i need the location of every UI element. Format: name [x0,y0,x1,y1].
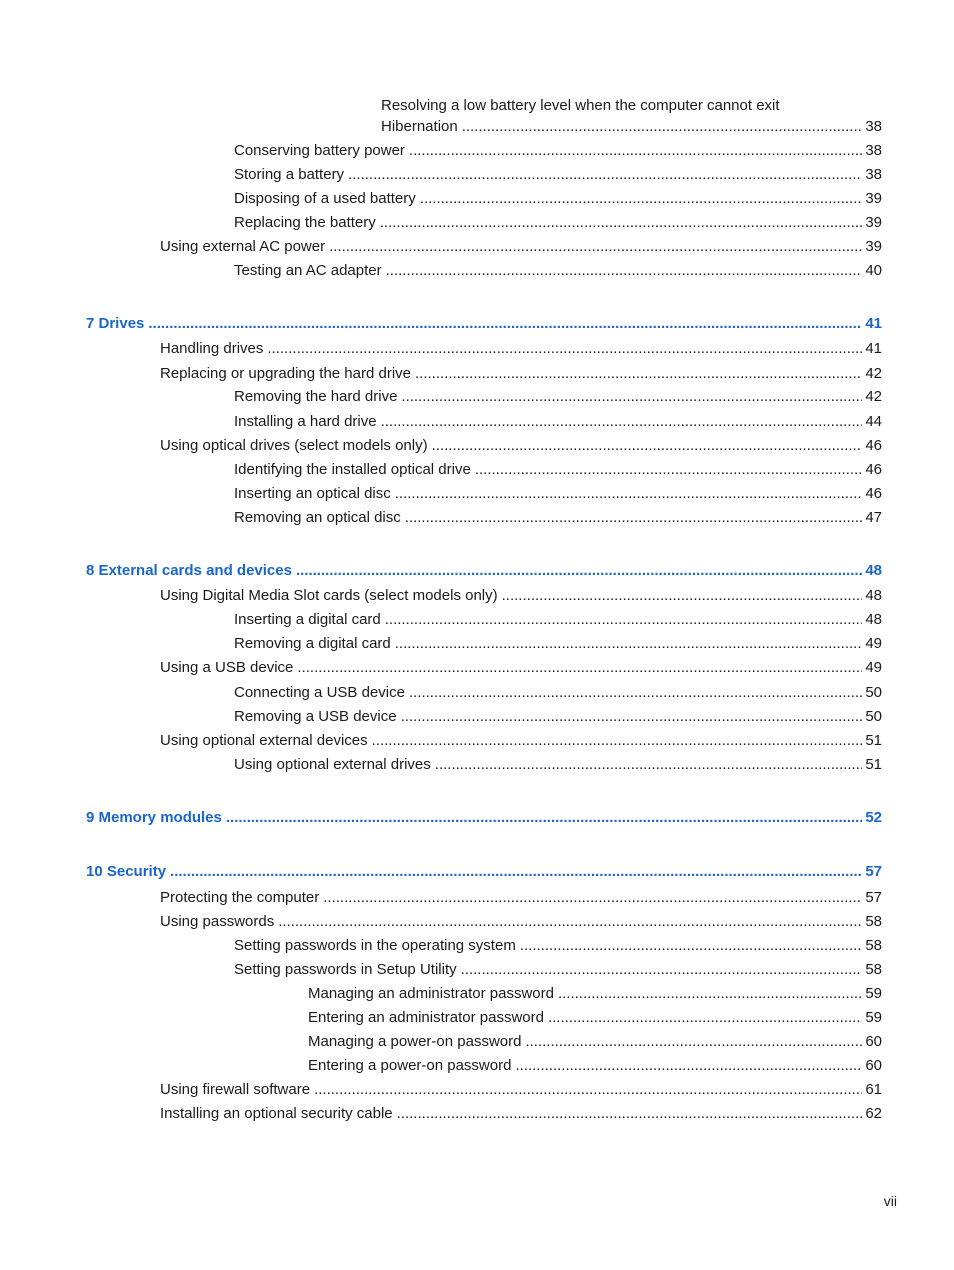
dot-leader [380,214,863,232]
dot-leader [435,756,863,774]
toc-entry[interactable] [234,186,882,208]
toc-chapter[interactable] [86,859,882,881]
toc-entry-page: 57 [865,889,882,906]
toc-entry-page: 40 [865,262,882,279]
toc-entry-page: 50 [865,684,882,701]
toc-entry-title: Removing a USB device [234,708,397,725]
toc-entry-page: 59 [865,1009,882,1026]
toc-chapter-page: 48 [865,562,882,579]
dot-leader [267,340,862,358]
toc-entry[interactable] [308,1005,882,1027]
toc-entry-page: 49 [865,635,882,652]
toc-entry-page: 51 [865,732,882,749]
toc-entry[interactable] [234,210,882,232]
toc-entry-title: Removing the hard drive [234,388,398,405]
toc-entry-title: Using optical drives (select models only) [160,437,428,454]
toc-entry[interactable] [234,957,882,979]
toc-entry-title: Identifying the installed optical drive [234,461,471,478]
toc-entry-title: Inserting a digital card [234,611,381,628]
toc-entry-title: Using optional external drives [234,756,431,773]
page-number: vii [883,1193,897,1209]
toc-entry-page: 62 [865,1105,882,1122]
toc-entry-title: Using optional external devices [160,732,368,749]
toc-chapter-title: 10 Security [86,863,167,880]
toc-entry-page: 42 [865,365,882,382]
toc-entry[interactable] [160,909,882,931]
toc-entry-page: 39 [865,190,882,207]
toc-chapter-page: 41 [865,315,882,332]
toc-entry-page: 46 [865,461,882,478]
toc-entry-title: Entering a power-on password [308,1057,512,1074]
toc-entry-title: Disposing of a used battery [234,190,416,207]
toc-entry-title: Installing an optional security cable [160,1105,393,1122]
dot-leader [296,562,862,580]
toc-entry-title: Setting passwords in Setup Utility [234,961,457,978]
toc-entry-title: Managing an administrator password [308,985,554,1002]
toc-entry-page: 60 [865,1057,882,1074]
dot-leader [475,461,863,479]
dot-leader [372,732,863,750]
toc-entry-page: 39 [865,214,882,231]
toc-chapter[interactable] [86,805,882,827]
toc-entry-page: 41 [865,340,882,357]
dot-leader [395,635,863,653]
toc-entry[interactable] [234,680,882,702]
dot-leader [348,166,862,184]
toc-entry[interactable] [160,655,882,677]
toc-entry[interactable] [234,138,882,160]
toc-entry-title: Entering an administrator password [308,1009,544,1026]
toc-entry[interactable] [234,607,882,629]
dot-leader [405,509,863,527]
toc-entry-title: Connecting a USB device [234,684,405,701]
dot-leader [226,809,862,827]
toc-entry-title: Managing a power-on password [308,1033,522,1050]
toc-entry-page: 60 [865,1033,882,1050]
dot-leader [520,937,862,955]
dot-leader [409,142,862,160]
toc-entry-page: 58 [865,937,882,954]
toc-entry-title: Testing an AC adapter [234,262,382,279]
toc-entry-title: Replacing or upgrading the hard drive [160,365,411,382]
toc-entry-page: 38 [865,142,882,159]
toc-entry[interactable] [234,409,882,431]
toc-entry-title: Inserting an optical disc [234,485,391,502]
toc-entry-title: Using a USB device [160,659,294,676]
toc-entry-page: 48 [865,611,882,628]
toc-entry-page: 61 [865,1081,882,1098]
toc-entry-page: 58 [865,961,882,978]
dot-leader [381,413,863,431]
toc-entry-page: 50 [865,708,882,725]
toc-entry-title: Protecting the computer [160,889,320,906]
toc-entry[interactable] [160,361,882,383]
toc-entry-title: Storing a battery [234,166,345,183]
toc-entry-title: Using passwords [160,913,275,930]
toc-entry[interactable] [234,505,882,527]
dot-leader [415,365,862,383]
toc-entry[interactable] [234,258,882,280]
dot-leader [329,238,862,256]
dot-leader [148,315,862,333]
dot-leader [401,708,863,726]
toc-entry-page: 38 [865,166,882,183]
toc-entry[interactable] [160,1101,882,1123]
toc-entry-title: Using firewall software [160,1081,311,1098]
toc-chapter-title: 7 Drives [86,315,145,332]
dot-leader [432,437,863,455]
toc-chapter-title: 9 Memory modules [86,809,222,826]
toc-entry-page: 58 [865,913,882,930]
toc-entry[interactable] [160,433,882,455]
dot-leader [548,1009,862,1027]
dot-leader [409,684,862,702]
toc-entry[interactable] [160,336,882,358]
toc-entry-page: 39 [865,238,882,255]
dot-leader [515,1057,862,1075]
toc-chapter-page: 52 [865,809,882,826]
toc-entry[interactable] [160,728,882,750]
dot-leader [323,889,862,907]
toc-entry-title: Removing an optical disc [234,509,401,526]
toc-entry[interactable] [308,1029,882,1051]
dot-leader [397,1105,863,1123]
dot-leader [525,1033,862,1051]
toc-entry[interactable] [234,457,882,479]
toc-entry-page: 46 [865,437,882,454]
toc-entry-continued-line: Resolving a low battery level when the computer cannot exit [381,97,780,114]
dot-leader [401,388,862,406]
toc-chapter-page: 57 [865,863,882,880]
toc-entry[interactable] [160,583,882,605]
toc-entry-title: Conserving battery power [234,142,405,159]
toc-entry[interactable] [234,704,882,726]
toc-entry[interactable] [234,384,882,406]
toc-entry[interactable] [234,933,882,955]
toc-entry-page: 59 [865,985,882,1002]
toc-entry-page: 38 [865,118,882,135]
toc-entry-page: 47 [865,509,882,526]
toc-entry-title: Hibernation [381,118,458,135]
toc-entry-title: Using Digital Media Slot cards (select models only) [160,587,498,604]
toc-entry-page: 49 [865,659,882,676]
toc-entry-page: 46 [865,485,882,502]
toc-entry-title: Removing a digital card [234,635,391,652]
toc-entry-title: Installing a hard drive [234,413,377,430]
toc-entry[interactable] [234,752,882,774]
dot-leader [502,587,863,605]
dot-leader [558,985,862,1003]
dot-leader [314,1081,862,1099]
dot-leader [461,961,863,979]
toc-chapter-title: 8 External cards and devices [86,562,292,579]
toc-entry-page: 48 [865,587,882,604]
toc-entry-title: Setting passwords in the operating system [234,937,516,954]
toc-entry[interactable] [234,162,882,184]
dot-leader [170,863,862,881]
toc-entry[interactable] [381,114,882,136]
toc-entry-title: Replacing the battery [234,214,376,231]
dot-leader [395,485,863,503]
toc-entry[interactable] [308,1053,882,1075]
toc-chapter[interactable] [86,311,882,333]
toc-entry[interactable] [234,631,882,653]
toc-entry[interactable] [308,981,882,1003]
dot-leader [278,913,862,931]
dot-leader [420,190,863,208]
dot-leader [385,611,863,629]
toc-entry[interactable] [160,885,882,907]
toc-entry-title: Handling drives [160,340,264,357]
dot-leader [462,118,863,136]
toc-chapter[interactable] [86,558,882,580]
dot-leader [297,659,862,677]
toc-entry[interactable] [234,481,882,503]
toc-entry[interactable] [160,234,882,256]
toc-entry-page: 44 [865,413,882,430]
toc-entry-title: Using external AC power [160,238,326,255]
toc-entry-page: 42 [865,388,882,405]
toc-entry[interactable] [160,1077,882,1099]
dot-leader [386,262,863,280]
toc-entry-page: 51 [865,756,882,773]
